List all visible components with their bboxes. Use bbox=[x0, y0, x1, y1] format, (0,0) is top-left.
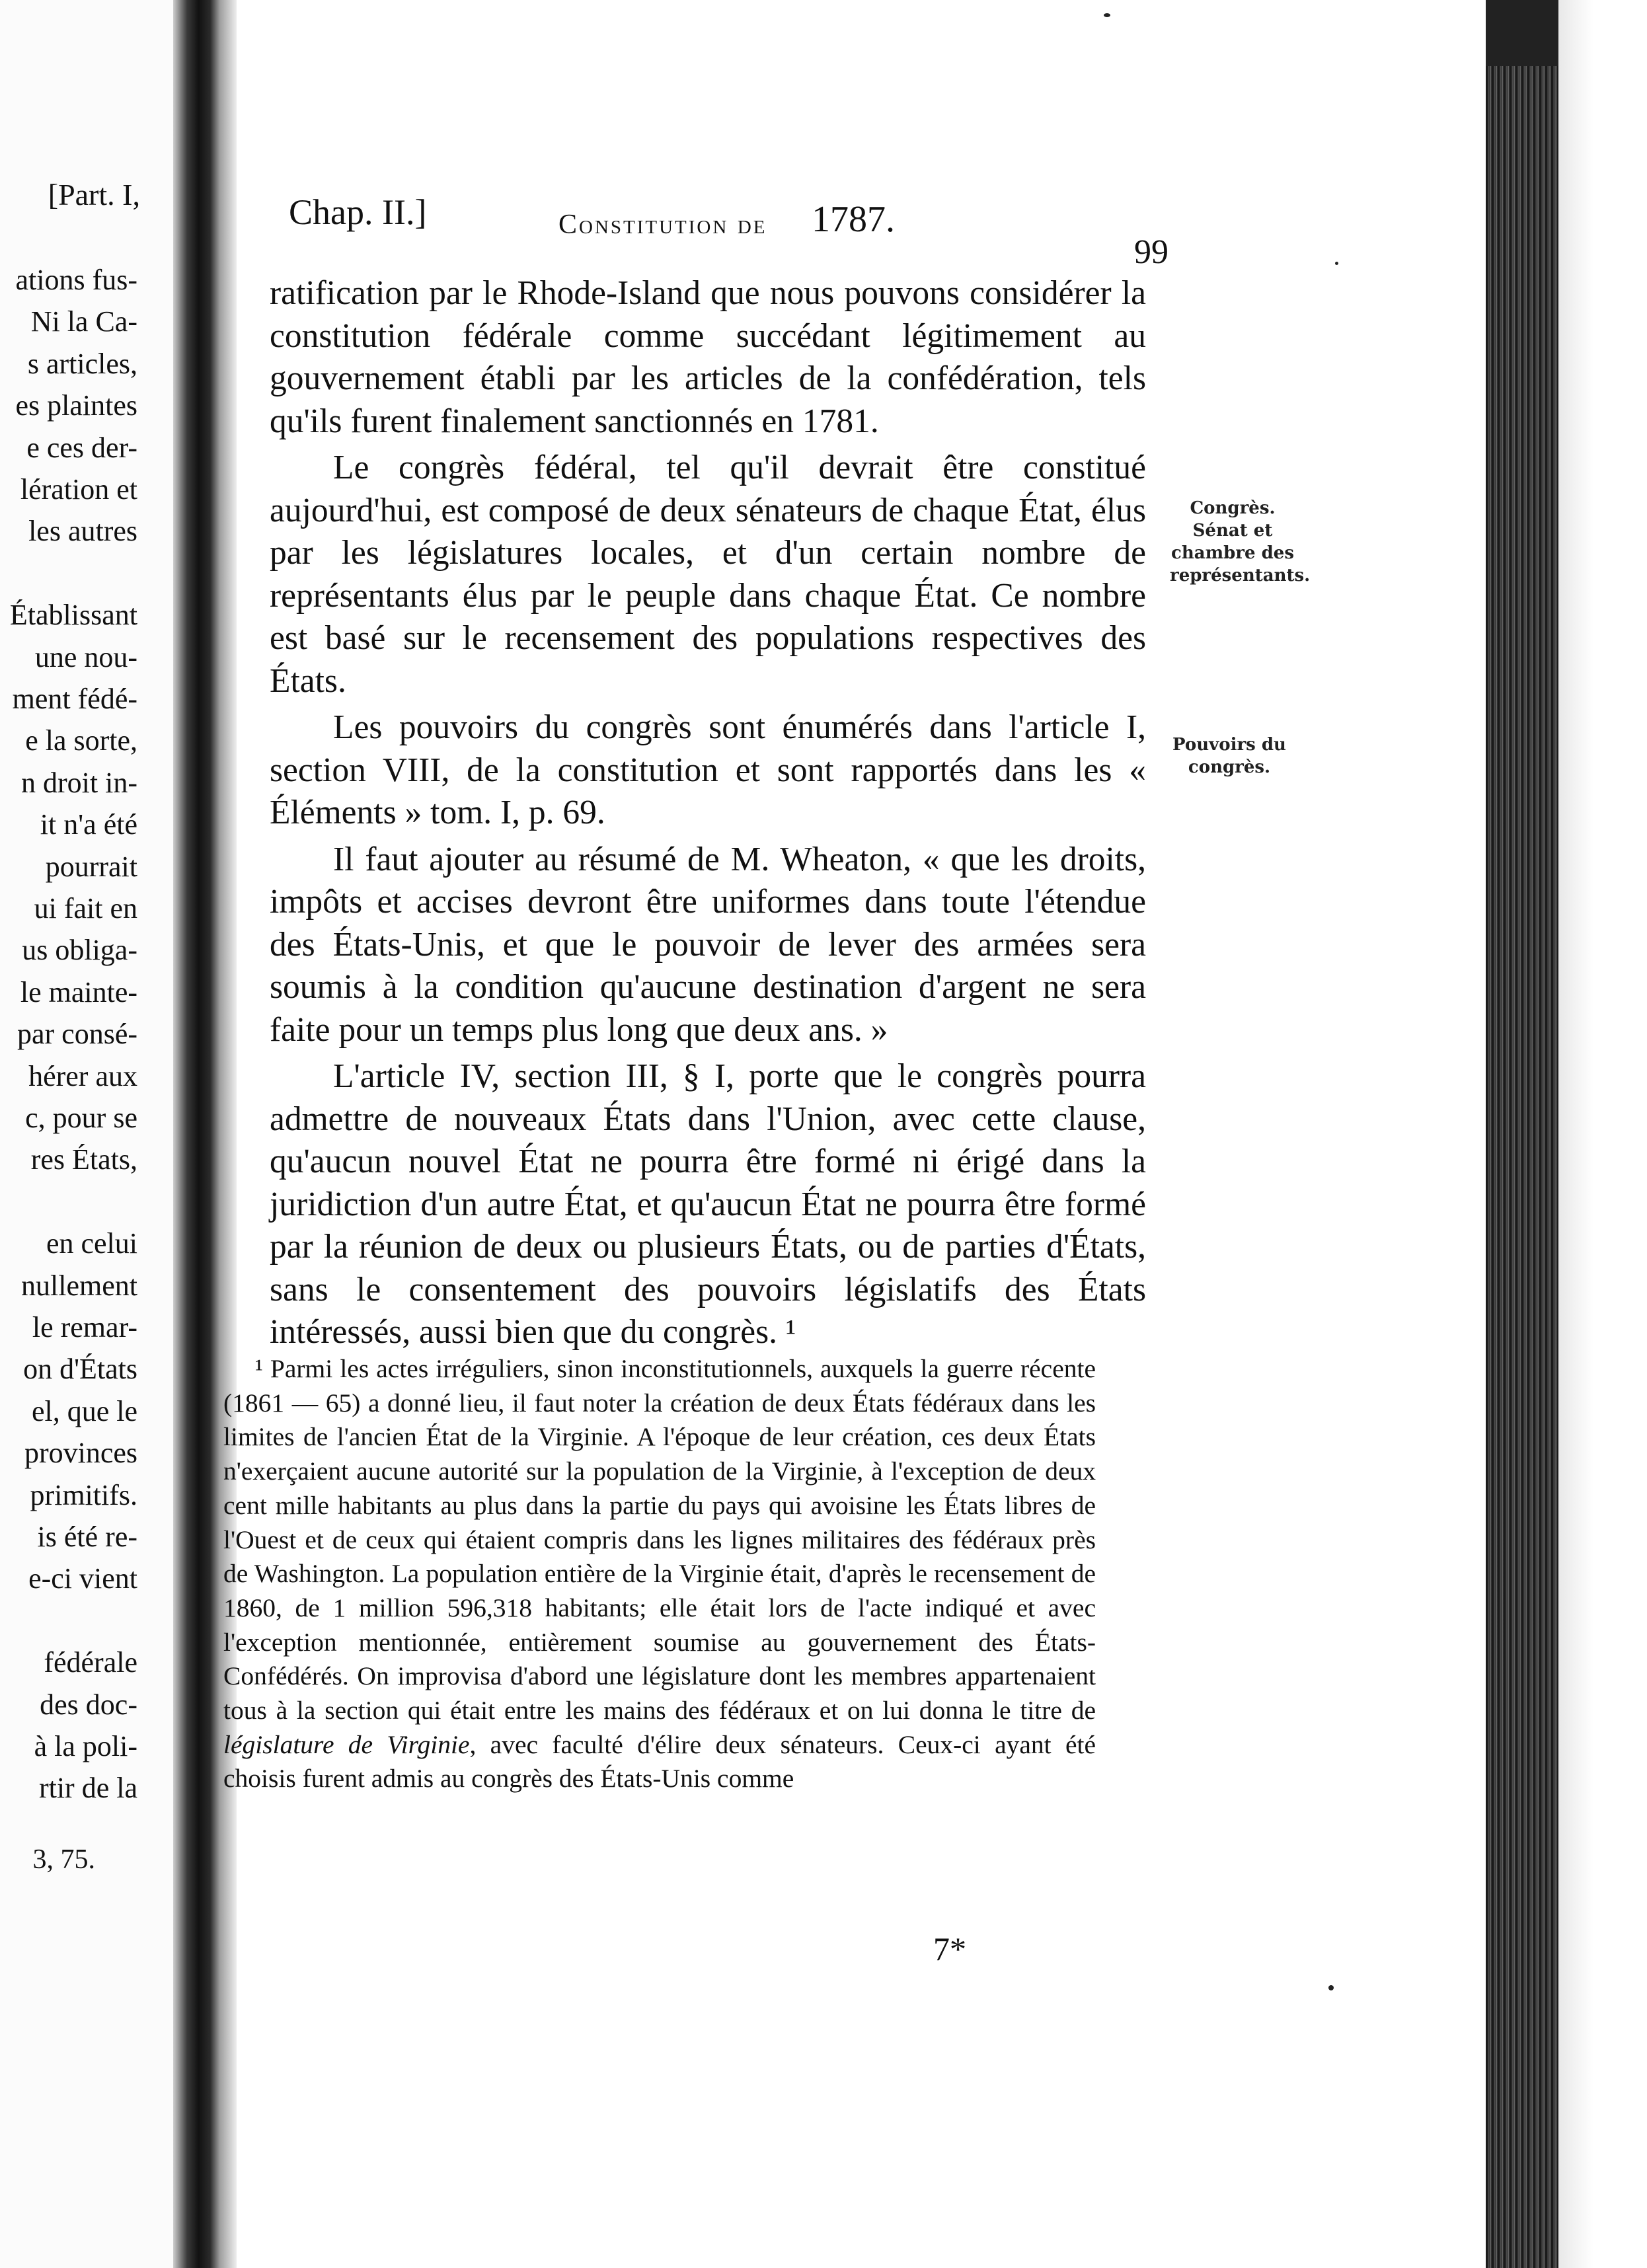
paragraph: Il faut ajouter au résumé de M. Wheaton, « que les droits, impôts et accises devront être uniformes dans toute l'étendue des États-Unis, et que le pouvoir de lever des armées sera soumis à la condition qu'aucune destination d'argent ne sera faite pour un temps plus long que deux ans. » bbox=[270, 840, 1146, 1049]
left-page-line: es plaintes bbox=[15, 389, 137, 422]
left-page-line: on d'États bbox=[23, 1353, 137, 1386]
page-stack-edge bbox=[1486, 66, 1558, 2268]
left-page-line: des doc- bbox=[40, 1688, 137, 1721]
left-page-line: hérer aux bbox=[28, 1059, 137, 1092]
gutter-shadow bbox=[219, 0, 237, 2268]
footnote-italic-title: législature de Virginie bbox=[223, 1729, 470, 1759]
margin-note-congres: Congrès. Sénat et chambre des représentants. bbox=[1170, 498, 1311, 586]
dust-speck bbox=[1328, 1985, 1334, 1990]
signature-mark: 7* bbox=[933, 1930, 966, 1967]
left-page-line: provinces bbox=[24, 1437, 137, 1470]
left-page-line: it n'a été bbox=[40, 808, 137, 841]
left-page-line: en celui bbox=[46, 1227, 137, 1260]
left-page-line: is été re- bbox=[37, 1521, 137, 1553]
dust-speck bbox=[1335, 262, 1338, 265]
left-page-line: n droit in- bbox=[21, 766, 137, 799]
left-page-line: Établissant bbox=[9, 599, 137, 632]
left-page-line: ment fédé- bbox=[12, 683, 137, 715]
margin-note-pouvoirs: Pouvoirs du congrès. bbox=[1172, 735, 1286, 777]
left-footnote-fragment: 3, 75. bbox=[32, 1844, 95, 1875]
left-page-line: rtir de la bbox=[38, 1772, 137, 1805]
left-running-head: [Part. I, bbox=[48, 178, 140, 211]
left-page-line: s articles, bbox=[27, 347, 137, 380]
footnote bbox=[223, 1352, 1096, 1796]
left-page-line: us obliga- bbox=[22, 934, 137, 967]
running-title-year: 1787. bbox=[812, 199, 895, 240]
page-stack-top bbox=[1486, 0, 1558, 66]
left-page-line: ui fait en bbox=[34, 892, 137, 925]
left-page-line: ations fus- bbox=[15, 264, 137, 296]
footnote-text-end: , avec faculté d'élire deux sénateurs. Ceux-ci ayant été choisis furent admis au congrès des États-Unis comme bbox=[223, 1729, 1096, 1794]
left-page-line: e ces der- bbox=[26, 431, 137, 464]
left-page-line: c, pour se bbox=[25, 1102, 137, 1134]
paragraph: Les pouvoirs du congrès sont énumérés dans l'article I, section VIII, de la constitution et sont rapportés dans les « Éléments » tom. I, p. 69. bbox=[270, 708, 1146, 831]
left-page-line: lération et bbox=[20, 473, 137, 506]
left-page-line: pourrait bbox=[45, 850, 137, 883]
left-page-line: nullement bbox=[21, 1269, 137, 1302]
left-page-line: e la sorte, bbox=[25, 724, 137, 757]
left-facing-page bbox=[0, 0, 173, 2268]
body-text bbox=[270, 272, 1146, 1358]
chapter-label: Chap. II.] bbox=[289, 192, 427, 232]
left-page-line: e-ci vient bbox=[28, 1562, 137, 1595]
left-page-line: à la poli- bbox=[34, 1730, 137, 1762]
left-page-line: les autres bbox=[28, 515, 137, 548]
outer-margin bbox=[1558, 0, 1647, 2268]
paragraph: L'article IV, section III, § I, porte que le congrès pourra admettre de nouveaux États dans l'Union, avec cette clause, qu'aucun nouvel État ne pourra être formé ni érigé dans la juridiction d'un autre État, et qu'aucun État ne pourra être formé par la réunion de deux ou plusieurs États, ou de parties d'États, sans le consentement des pouvoirs législatifs des États intéressés, aussi bien que du congrès. ¹ bbox=[270, 1057, 1146, 1351]
left-page-line: primitifs. bbox=[30, 1478, 137, 1511]
paragraph: ratification par le Rhode-Island que nous pouvons considérer la constitution fédérale comme succédant légitimement au gouvernement établi par les articles de la confédération, tels qu'ils furent finalement sanctionnés en 1781. bbox=[270, 274, 1146, 440]
dust-speck bbox=[1104, 13, 1110, 17]
footnote-text: ¹ Parmi les actes irréguliers, sinon inconstitutionnels, auxquels la guerre récente (1861 — 65) a donné lieu, il faut noter la création de deux États fédéraux dans les limites de l'ancien État de la Virginie. A l'époque de leur création, ces deux États n'exerçaient aucune autorité sur la population de la Virginie, à l'exception de deux cent mille habitants au plus dans la partie du pays qui avoisine les États libres de l'Ouest et de ceux qui étaient compris dans les lignes militaires des fédéraux près de Washington. La population entière de la Virginie était, d'après le recensement de 1860, de 1 million 596,318 habitants; elle était lors de l'acte indiqué et avec l'exception mentionnée, entièrement soumise au gouvernement des États-Confédérés. On improvisa d'abord une législature dont les membres appartenaient tous à la section qui était entre les mains des fédéraux et on lui donna le titre de bbox=[223, 1354, 1096, 1725]
left-page-line: el, que le bbox=[31, 1394, 137, 1427]
page-number: 99 bbox=[1134, 233, 1168, 271]
left-page-line: le mainte- bbox=[20, 975, 137, 1008]
left-page-line: une nou- bbox=[34, 640, 137, 673]
left-page-line: Ni la Ca- bbox=[30, 305, 137, 338]
left-page-line: par consé- bbox=[17, 1018, 137, 1051]
left-page-line: res États, bbox=[30, 1143, 137, 1176]
book-gutter bbox=[173, 0, 219, 2268]
paragraph: Le congrès fédéral, tel qu'il devrait être constitué aujourd'hui, est composé de deux sénateurs de chaque État, élus par les législatures locales, et d'un certain nombre de représentants élus par le peuple dans chaque État. Ce nombre est basé sur le recensement des populations respectives des États. bbox=[270, 449, 1146, 700]
running-title: Constitution de bbox=[558, 209, 767, 240]
footnote-paragraph bbox=[223, 1352, 1096, 1796]
left-page-line: fédérale bbox=[44, 1646, 137, 1679]
left-page-line: le remar- bbox=[32, 1311, 137, 1343]
